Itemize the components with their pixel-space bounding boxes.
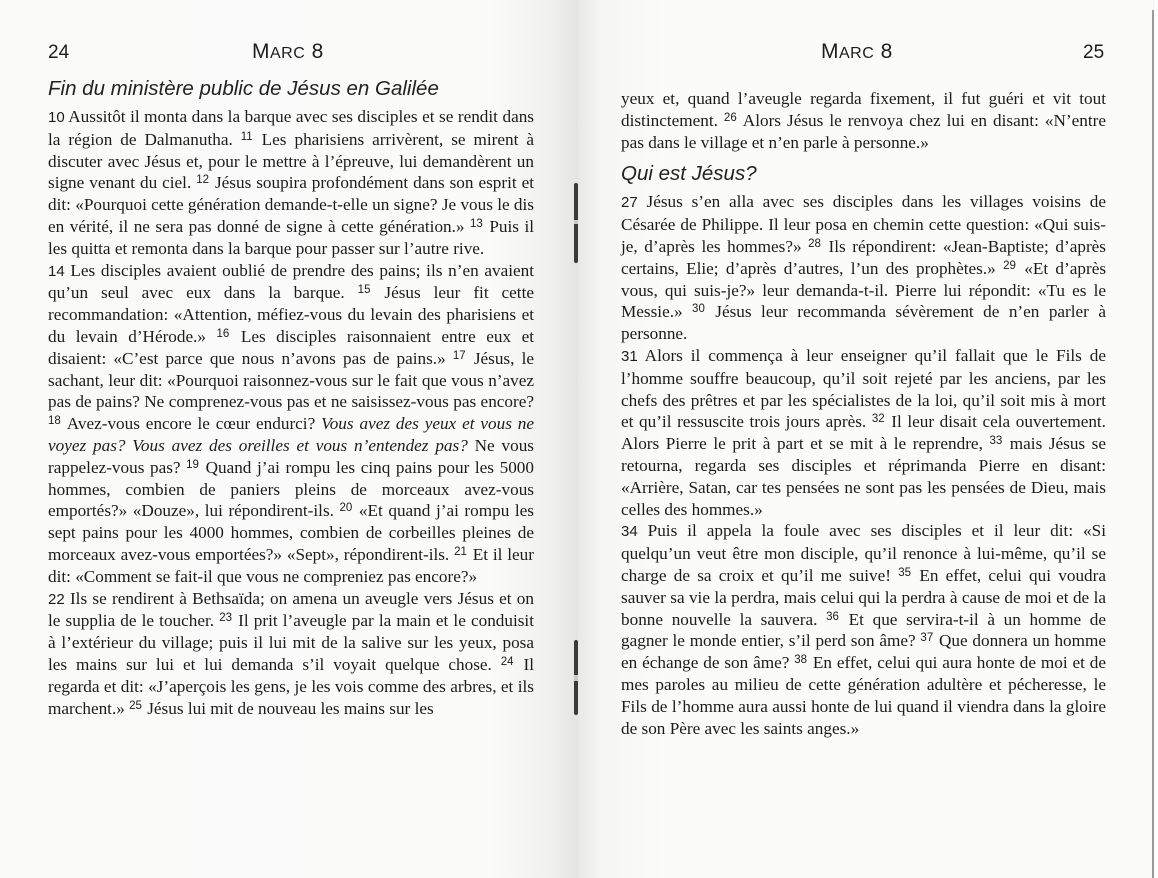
verse-number-lead: 14	[48, 262, 65, 280]
verse-text: Que donnera un homme en échange de son âme?	[621, 631, 1107, 673]
page-number: 25	[1083, 42, 1105, 63]
running-head	[252, 40, 324, 64]
left-page	[0, 0, 578, 878]
verse-text: Et il leur dit: «Comment se fait-il que vous ne compreniez pas encore?»	[48, 544, 535, 586]
running-head-cap: M	[821, 40, 839, 63]
text-column	[48, 76, 534, 719]
verse-number: 13	[470, 217, 483, 230]
verse-text: mais Jésus se retourna, regarda ses disciples et réprimanda Pierre en disant: «Arrière, Satan, car tes pensées ne sont pas les pensées de Dieu, mais celles des hommes.»	[621, 434, 1106, 519]
verse-number: 23	[219, 612, 232, 625]
verse-number: 37	[920, 632, 934, 645]
verse-text: Jésus s’en alla avec ses disciples dans les villages voisins de Césarée de Philippe. Il leur posa en chemin cette question: «Qui suis-je, d’après les hommes?»	[621, 192, 1106, 256]
paragraph	[48, 260, 534, 588]
running-head-chapter: 8	[874, 40, 893, 63]
verse-text: Les disciples raisonnaient entre eux et disaient: «C’est parce que nous n’avons pas de pains.»	[48, 326, 534, 368]
verse-text: Jésus leur recommanda sévèrement de n’en parler à personne.	[621, 302, 1106, 344]
verse-number: 21	[454, 545, 467, 558]
verse-text: Jésus leur fit cette recommandation: «Attention, méfiez-vous du levain des pharisiens et du levain d’Hérode.»	[48, 283, 534, 346]
verse-text: Jésus lui mit de nouveau les mains sur les	[142, 698, 434, 718]
verse-text: Ils se rendirent à Bethsaïda; on amena un aveugle vers Jésus et on le supplia de le toucher.	[48, 588, 534, 631]
verse-text: Il prit l’aveugle par la main et le conduisit à l’extérieur du village; puis il lui mit de la salive sur les yeux, posa les mains sur lui et lui demanda s’il voyait quelque chose.	[48, 611, 534, 674]
verse-text: Les disciples avaient oublié de prendre des pains; ils n’en avaient qu’un seul avec eux dans la barque.	[48, 260, 534, 303]
verse-text: Jésus, le sachant, leur dit: «Pourquoi raisonnez-vous sur le fait que vous n’avez pas de pains? Ne comprenez-vous pas et ne saisissez-vous pas encore?	[48, 348, 534, 412]
running-head-chapter: 8	[305, 40, 324, 63]
verse-number: 28	[808, 237, 821, 250]
verse-text: Ne vous rappelez-vous pas?	[48, 435, 534, 477]
right-page	[578, 0, 1153, 878]
verse-text: Et que servira-t-il à un homme de gagner le monde entier, s’il perd son âme?	[621, 609, 1106, 651]
verse-text: Puis il appela la foule avec ses disciples et il leur dit: «Si quelqu’un veut être mon disciple, qu’il renonce à lui-même, qu’il se charge de sa croix et qu’il me suive!	[621, 521, 1106, 585]
verse-number: 20	[339, 502, 353, 515]
verse-number-lead: 27	[621, 194, 638, 212]
paragraphs	[48, 106, 534, 719]
staple-top-glint	[574, 220, 578, 224]
paragraphs	[621, 191, 1106, 739]
verse-number: 12	[196, 174, 210, 187]
paragraph	[48, 106, 534, 260]
verse-text: Aussitôt il monta dans la barque avec ses disciples et se rendit dans la région de Dalmanutha.	[48, 107, 534, 149]
verse-number: 36	[826, 610, 839, 623]
staple-bottom-glint	[574, 675, 578, 681]
paragraph	[621, 520, 1106, 739]
verse-number: 19	[186, 458, 199, 471]
verse-text: «Et quand j’ai rompu les sept pains pour les 4000 hommes, combien de corbeilles pleines de morceaux avez-vous emportées?» «Sept», répondirent-ils.	[48, 501, 534, 564]
verse-number: 26	[723, 111, 737, 124]
continuation-paragraph	[621, 88, 1106, 153]
text-column	[621, 88, 1106, 739]
verse-text: Quand j’ai rompu les cinq pains pour les 5000 hommes, combien de paniers pleins de morceaux avez-vous emportés?» «Douze», lui répondirent-ils.	[48, 457, 534, 521]
verse-number: 35	[898, 566, 912, 579]
verse-number-lead: 34	[621, 523, 638, 541]
verse-number: 17	[452, 349, 466, 362]
paragraph	[621, 345, 1106, 520]
running-head	[821, 40, 893, 64]
verse-number: 16	[216, 327, 230, 340]
italic-quotation: Vous avez des yeux et vous ne voyez pas? Vous avez des oreilles et vous n’entendez pas?	[48, 414, 534, 455]
verse-text: Alors Jésus le renvoya chez lui en disant: «N’entre pas dans le village et n’en parle à personne.»	[621, 110, 1106, 152]
section-title: Qui est Jésus?	[621, 162, 757, 186]
verse-text: Il leur disait cela ouvertement. Alors Pierre le prit à part et se mit à le reprendre,	[621, 412, 1106, 454]
verse-number: 30	[692, 303, 705, 316]
verse-number: 38	[794, 654, 808, 667]
verse-number-lead: 10	[48, 109, 65, 126]
verse-number-lead: 31	[621, 347, 638, 365]
verse-text: Jésus soupira profondément dans son esprit et dit: «Pourquoi cette génération demande-t-elle un signe? Je vous le dis en vérité, il ne sera pas donné de signe à cette génération.»	[48, 173, 534, 236]
section-title: Fin du ministère public de Jésus en Galilée	[48, 77, 439, 100]
verse-text: Puis il les quitta et remonta dans la barque pour passer sur l’autre rive.	[48, 216, 534, 258]
verse-number: 11	[240, 130, 253, 143]
verse-number: 25	[129, 699, 142, 712]
verse-text: En effet, celui qui voudra sauver sa vie la perdra, mais celui qui la perdra à cause de moi et de la bonne nouvelle la sauvera.	[621, 565, 1106, 629]
verse-text: Il regarda et dit: «J’aperçois les gens, je les vois comme des arbres, et ils marchent.»	[48, 654, 534, 718]
verse-text: «Et d’après vous, qui suis-je?» leur demanda-t-il. Pierre lui répondit: «Tu es le Messie.»	[621, 258, 1107, 322]
running-head-cap: M	[252, 40, 270, 63]
paragraph	[621, 88, 1106, 153]
verse-text: Alors il commença à leur enseigner qu’il fallait que le Fils de l’homme souffre beaucoup, qu’il soit rejeté par les anciens, par les chefs des prêtres et par les spécialistes de la loi, qu’il soit mis à mort et qu’il ressuscite trois jours après.	[621, 345, 1106, 432]
verse-number: 15	[357, 284, 371, 297]
verse-text: En effet, celui qui aura honte de moi et de mes paroles au milieu de cette génération adultère et pécheresse, le Fils de l’homme aura aussi honte de lui quand il viendra dans la gloire de son Père avec les saints anges.»	[621, 653, 1106, 738]
verse-text: Avez-vous encore le cœur endurci?	[61, 414, 322, 434]
verse-text: Ils répondirent: «Jean-Baptiste; d’après certains, Elie; d’après d’autres, l’un des prophètes.»	[621, 236, 1106, 278]
running-head-small: ARC	[839, 45, 875, 62]
page-number: 24	[48, 42, 70, 63]
verse-number: 24	[500, 655, 514, 668]
verse-text: yeux et, quand l’aveugle regarda fixement, il fut guéri et vit tout distinctement.	[621, 89, 1106, 130]
paragraph	[48, 588, 534, 720]
verse-text: Les pharisiens arrivèrent, se mirent à discuter avec Jésus et, pour le mettre à l’épreuve, lui demandèrent un signe venant du ciel.	[48, 129, 534, 193]
page-edge-margin	[1154, 0, 1158, 878]
running-head-small: ARC	[270, 45, 306, 62]
verse-number-lead: 22	[48, 590, 65, 608]
paragraph	[621, 191, 1106, 345]
verse-number: 33	[989, 435, 1003, 448]
verse-number: 32	[871, 413, 885, 426]
verse-number: 29	[1003, 259, 1016, 272]
verse-number: 18	[48, 415, 61, 428]
